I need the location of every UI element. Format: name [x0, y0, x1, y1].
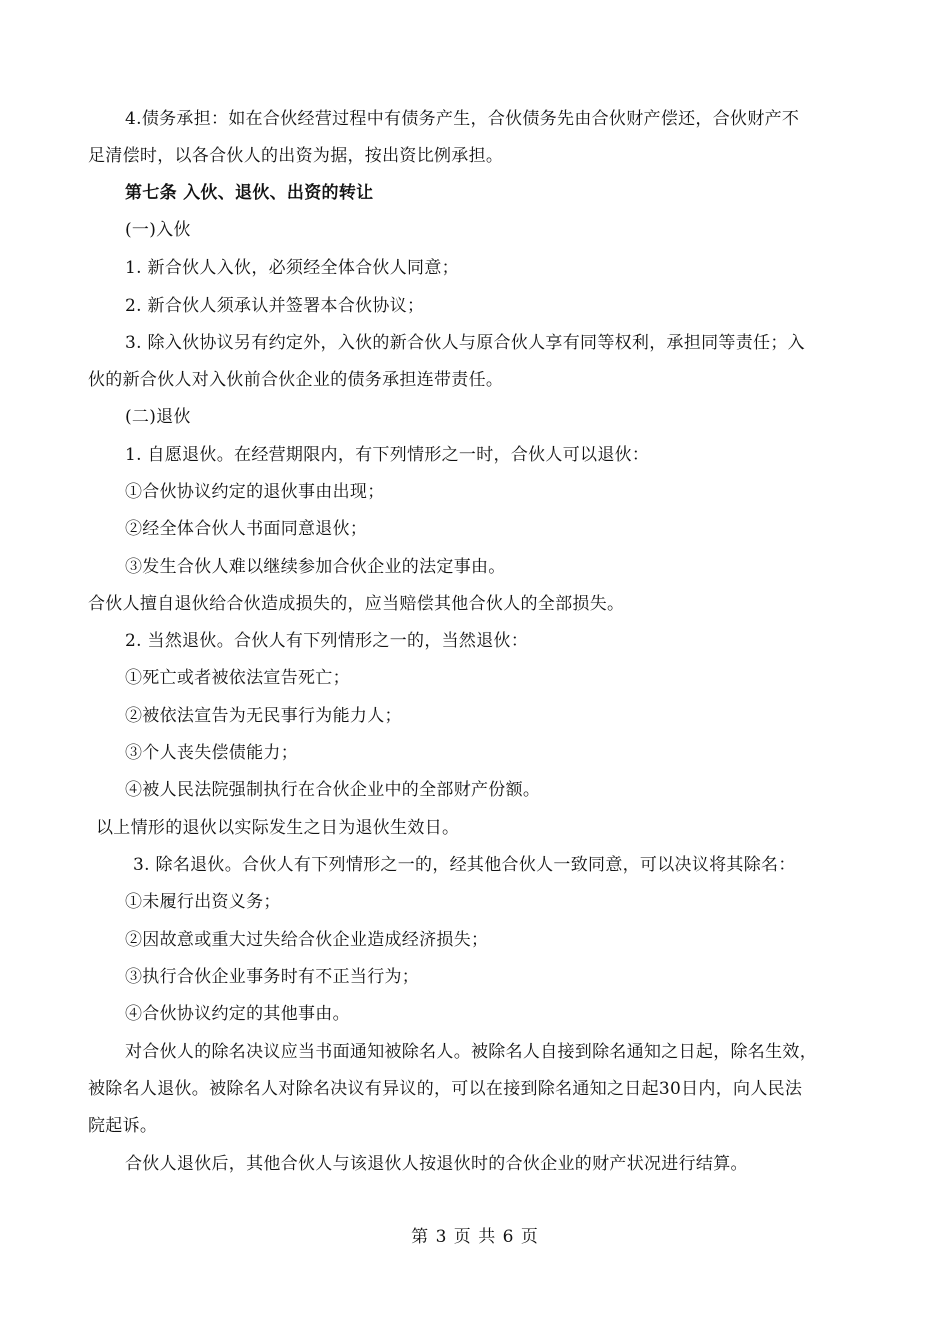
list-item-automatic-a: ①死亡或者被依法宣告死亡；	[125, 668, 350, 688]
paragraph-expulsion-notice-line-2: 被除名人退伙。被除名人对除名决议有异议的，可以在接到除名通知之日起30日内，向人民法	[88, 1079, 803, 1099]
list-item-voluntary-b: ②经全体合伙人书面同意退伙；	[125, 519, 368, 539]
list-item-expulsion: 3. 除名退伙。合伙人有下列情形之一的，经其他合伙人一致同意，可以决议将其除名：	[133, 855, 796, 875]
list-item-automatic-b: ②被依法宣告为无民事行为能力人；	[125, 706, 402, 726]
list-item-automatic-withdrawal: 2. 当然退伙。合伙人有下列情形之一的，当然退伙：	[125, 631, 529, 651]
list-item-expulsion-c: ③执行合伙企业事务时有不正当行为；	[125, 967, 420, 987]
list-item-expulsion-a: ①未履行出资义务；	[125, 892, 281, 912]
paragraph-unauthorized-withdrawal: 合伙人擅自退伙给合伙造成损失的，应当赔偿其他合伙人的全部损失。	[88, 594, 625, 614]
paragraph-debt-line-1: 4.债务承担：如在合伙经营过程中有债务产生，合伙债务先由合伙财产偿还，合伙财产不	[125, 109, 800, 129]
subheading-joining: (一)入伙	[125, 220, 191, 240]
list-item-joining-3-line-2: 伙的新合伙人对入伙前合伙企业的债务承担连带责任。	[88, 370, 504, 390]
list-item-joining-1: 1. 新合伙人入伙，必须经全体合伙人同意；	[125, 258, 459, 278]
page-number-footer: 第 3 页 共 6 页	[411, 1227, 539, 1247]
paragraph-effective-date: 以上情形的退伙以实际发生之日为退伙生效日。	[96, 818, 460, 838]
subheading-withdrawal: (二)退伙	[125, 407, 191, 427]
list-item-expulsion-b: ②因故意或重大过失给合伙企业造成经济损失；	[125, 930, 489, 950]
list-item-joining-3-line-1: 3. 除入伙协议另有约定外，入伙的新合伙人与原合伙人享有同等权利，承担同等责任；入	[125, 333, 805, 353]
list-item-automatic-d: ④被人民法院强制执行在合伙企业中的全部财产份额。	[125, 780, 541, 800]
paragraph-expulsion-notice-line-1: 对合伙人的除名决议应当书面通知被除名人。被除名人自接到除名通知之日起，除名生效，	[125, 1042, 817, 1062]
list-item-voluntary-a: ①合伙协议约定的退伙事由出现；	[125, 482, 385, 502]
list-item-voluntary-withdrawal: 1. 自愿退伙。在经营期限内，有下列情形之一时，合伙人可以退伙：	[125, 445, 650, 465]
section-heading-article-7: 第七条 入伙、退伙、出资的转让	[125, 183, 374, 203]
paragraph-debt-line-2: 足清偿时，以各合伙人的出资为据，按出资比例承担。	[88, 146, 504, 166]
list-item-automatic-c: ③个人丧失偿债能力；	[125, 743, 298, 763]
list-item-joining-2: 2. 新合伙人须承认并签署本合伙协议；	[125, 296, 425, 316]
paragraph-settlement: 合伙人退伙后，其他合伙人与该退伙人按退伙时的合伙企业的财产状况进行结算。	[125, 1154, 748, 1174]
paragraph-expulsion-notice-line-3: 院起诉。	[88, 1116, 158, 1136]
list-item-expulsion-d: ④合伙协议约定的其他事由。	[125, 1004, 350, 1024]
list-item-voluntary-c: ③发生合伙人难以继续参加合伙企业的法定事由。	[125, 557, 506, 577]
